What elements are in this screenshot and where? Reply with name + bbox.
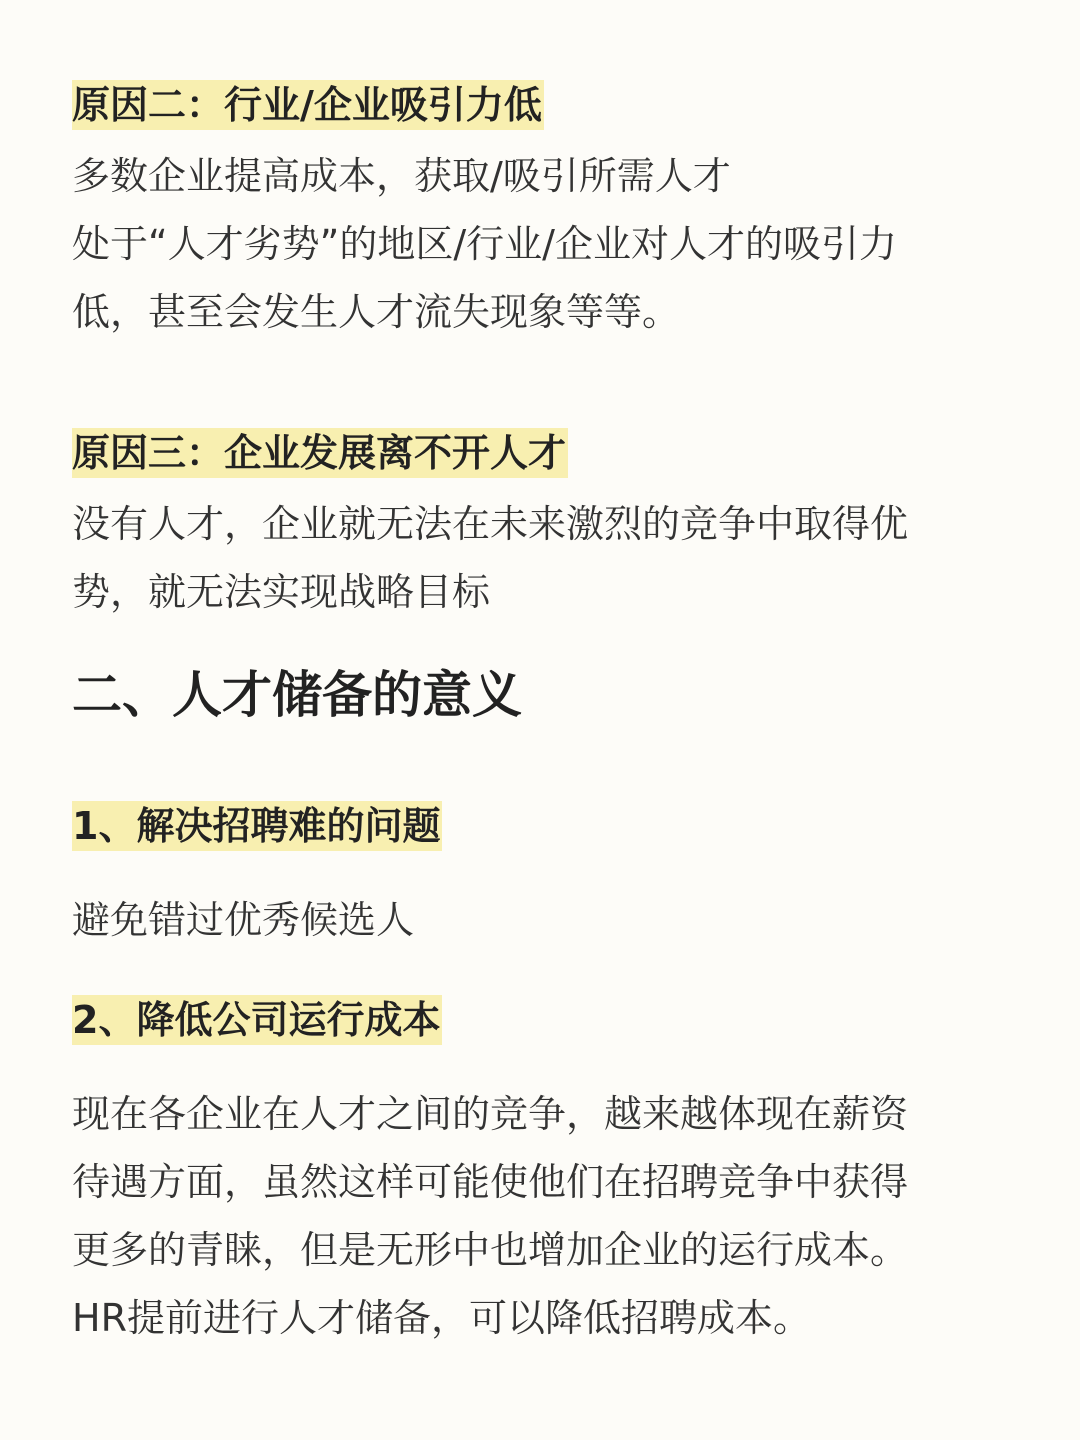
point2-line: 现在各企业在人才之间的竞争，越来越体现在薪资	[72, 1092, 909, 1136]
reason3-section	[72, 428, 1012, 478]
reason2-section	[72, 80, 1012, 130]
reason2-line: 处于“人才劣势”的地区/行业/企业对人才的吸引力	[72, 222, 897, 266]
point2-line: HR提前进行人才储备，可以降低招聘成本。	[72, 1296, 811, 1340]
section2-header	[72, 660, 1012, 730]
point2-body	[72, 1080, 1012, 1352]
point2-section	[72, 995, 1012, 1045]
reason3-heading: 原因三：企业发展离不开人才	[72, 428, 568, 478]
point1-heading: 1、解决招聘难的问题	[72, 801, 442, 851]
point1-body	[72, 886, 1012, 954]
reason3-line: 势，就无法实现战略目标	[72, 570, 491, 614]
reason2-heading: 原因二：行业/企业吸引力低	[72, 80, 544, 130]
point2-heading: 2、降低公司运行成本	[72, 995, 442, 1045]
reason2-line: 低，甚至会发生人才流失现象等等。	[72, 290, 681, 334]
reason2-line: 多数企业提高成本，获取/吸引所需人才	[72, 154, 731, 198]
reason3-body	[72, 490, 1012, 626]
point2-line: 待遇方面，虽然这样可能使他们在招聘竞争中获得	[72, 1160, 909, 1204]
point1-text: 避免错过优秀候选人	[72, 898, 415, 942]
reason2-body	[72, 142, 1012, 346]
reason3-line: 没有人才，企业就无法在未来激烈的竞争中取得优	[72, 502, 909, 546]
section-title: 二、人才储备的意义	[72, 666, 522, 724]
point2-line: 更多的青睐，但是无形中也增加企业的运行成本。	[72, 1228, 909, 1272]
point1-section	[72, 801, 1012, 851]
